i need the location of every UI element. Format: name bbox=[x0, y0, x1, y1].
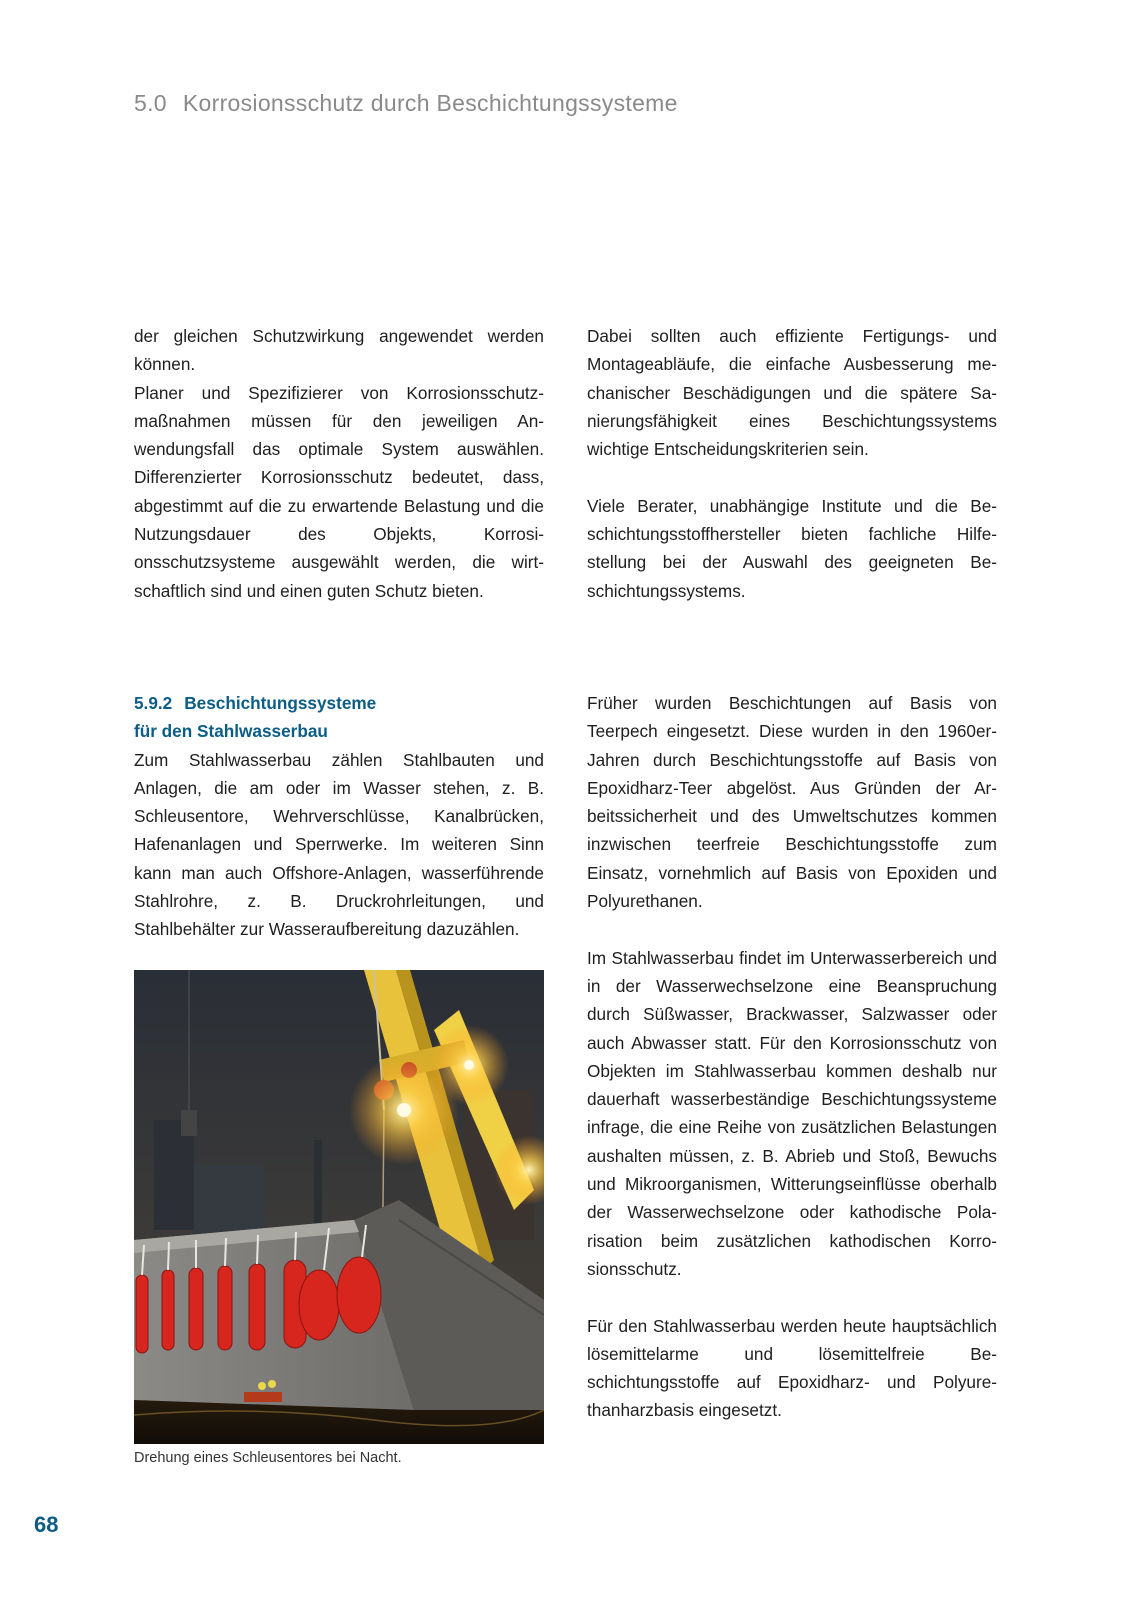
paragraph: Dabei sollten auch effiziente Fertigungs- und Montageabläufe, die einfache Ausbesserung mechanischer Beschädigungen und die spätere Sanierungsfähigkeit eines Beschichtungssystems wichtige Entscheidungskriterien sein. bbox=[587, 326, 997, 460]
section-left-column bbox=[134, 689, 544, 944]
section-heading bbox=[134, 689, 544, 746]
section-title: Korrosionsschutz durch Beschichtungssysteme bbox=[182, 90, 678, 116]
section-heading-line2: für den Stahlwasserbau bbox=[134, 721, 328, 742]
lock-gate-photo bbox=[134, 970, 544, 1444]
paragraph: der gleichen Schutzwirkung angewendet werden können. bbox=[134, 326, 544, 375]
top-right-column bbox=[587, 322, 997, 605]
section-intro: Zum Stahlwasserbau zählen Stahlbauten und Anlagen, die am oder im Wasser stehen, z. B. Schleusentore, Wehrverschlüsse, Kanalbrücken, Hafenanlagen und Sperrwerke. Im weiteren Sinn kann man auch Offshore-Anlagen, wasserführende Stahlrohre, z. B. Druckrohrleitungen, und Stahlbehälter zur Wasseraufbereitung dazuzählen. bbox=[134, 749, 544, 940]
photo-illustration bbox=[134, 970, 544, 1444]
paragraph: Viele Berater, unabhängige Institute und die Beschichtungsstoffhersteller bieten fachliche Hilfestellung bei der Auswahl des geeigneten Beschichtungssystems. bbox=[587, 495, 997, 601]
page-number: 68 bbox=[34, 1512, 59, 1537]
running-header bbox=[134, 90, 678, 117]
section-right-column bbox=[587, 689, 997, 1425]
paragraph: Planer und Spezifizierer von Korrosionsschutzmaßnahmen müssen für den jeweiligen Anwendungsfall das optimale System auswählen. Differenzierter Korrosionsschutz bedeutet, dass, abgestimmt auf die zu erwartende Belastung und die Nutzungsdauer des Objekts, Korrosionsschutzsysteme ausgewählt werden, die wirtschaftlich sind und einen guten Schutz bieten. bbox=[134, 382, 544, 601]
paragraph: Im Stahlwasserbau findet im Unterwasserbereich und in der Wasserwechselzone eine Beanspruchung durch Süßwasser, Brackwasser, Salzwasser oder auch Abwasser statt. Für den Korrosionsschutz von Objekten im Stahlwasserbau kommen deshalb nur dauerhaft wasserbeständige Beschichtungssysteme infrage, die eine Reihe von zusätzlichen Belastungen aushalten müssen, z. B. Abrieb und Stoß, Bewuchs und Mikroorganismen, Witterungseinflüsse oberhalb der Wasserwechselzone oder kathodische Polarisation beim zusätzlichen kathodischen Korrosionsschutz. bbox=[587, 947, 997, 1279]
paragraph: Für den Stahlwasserbau werden heute hauptsächlich lösemittelarme und lösemittelfreie Beschichtungsstoffe auf Epoxidharz- und Polyurethanharzbasis eingesetzt. bbox=[587, 1315, 997, 1421]
section-number: 5.0 bbox=[134, 90, 167, 116]
paragraph: Früher wurden Beschichtungen auf Basis von Teerpech eingesetzt. Diese wurden in den 1960er-Jahren durch Beschichtungsstoffe auf Basis von Epoxidharz-Teer abgelöst. Aus Gründen der Arbeitssicherheit und des Umweltschutzes kommen inzwischen teerfreie Beschichtungsstoffe zum Einsatz, vornehmlich auf Basis von Epoxiden und Polyurethanen. bbox=[587, 693, 997, 912]
section-heading-number: 5.9.2 bbox=[134, 693, 173, 713]
photo-caption: Drehung eines Schleusentores bei Nacht. bbox=[134, 1450, 402, 1466]
section-heading-line1: Beschichtungssysteme bbox=[184, 693, 377, 713]
top-left-column bbox=[134, 322, 544, 605]
